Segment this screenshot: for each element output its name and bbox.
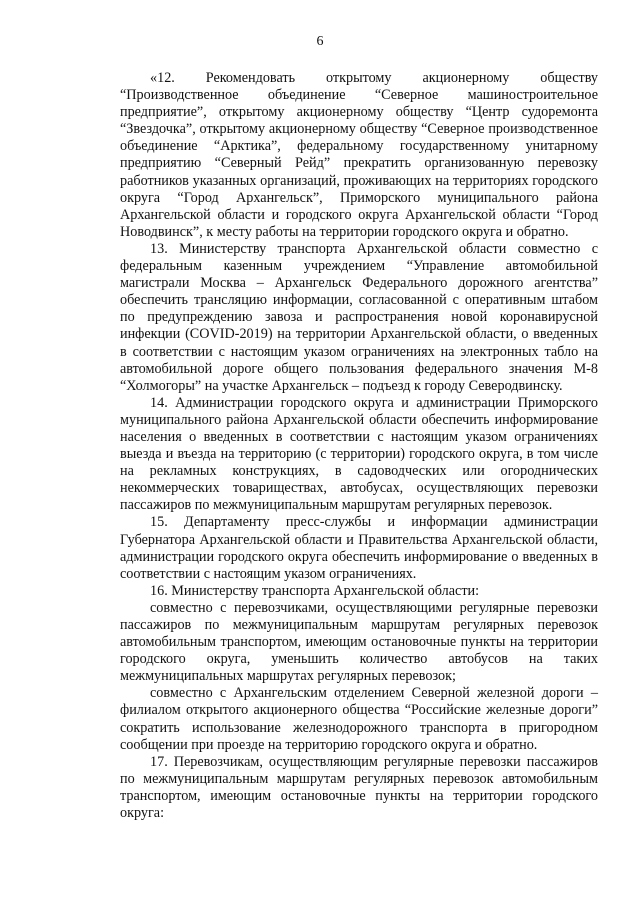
paragraph-item-12: «12. Рекомендовать открытому акционерному обществу “Производственное объединение “Северное машиностроительное предприятие”, открытому акционерному обществу “Центр судоремонта “Звездочка”, открытому акционерному обществу “Северное производственное объединение “Арктика”, федеральному государственному унитарному предприятию “Северный Рейд” прекратить организованную перевозку работников указанных организаций, проживающих на территориях городского округа “Город Архангельск”, Приморского муниципального района Архангельской области и городского округа Архангельской области “Город Новодвинск”, к месту работы на территории городского округа и обратно. [120,70,598,240]
paragraph-item-14: 14. Администрации городского округа и администрации Приморского муниципального района Архангельской области обеспечить информирование населения о введенных в соответствии с настоящим указом ограничениях выезда и въезда на территорию (с территории) городского округа, в том числе на рекламных конструкциях, в садоводческих или огороднических некоммерческих товариществах, автобусах, осуществляющих перевозки пассажиров по межмуниципальным маршрутам регулярных перевозок. [120,394,598,514]
document-body [120,70,598,822]
paragraph-item-15: 15. Департаменту пресс-службы и информации администрации Губернатора Архангельской области и Правительства Архангельской области, администрации городского округа обеспечить информирование о введенных в соответствии с настоящим указом ограничениях. [120,514,598,582]
paragraph-item-13: 13. Министерству транспорта Архангельской области совместно с федеральным казенным учреждением “Управление автомобильной магистрали Москва – Архангельск Федерального дорожного агентства” обеспечить трансляцию информации, согласованной с оперативным штабом по предупреждению завоза и распространения новой коронавирусной инфекции (COVID-2019) на территории Архангельской области, о введенных в соответствии с настоящим указом ограничениях на электронных табло на автомобильной дороге общего пользования федерального значения М-8 “Холмогоры” на участке Архангельск – подъезд к городу Северодвинску. [120,240,598,394]
paragraph-item-16-rail: совместно с Архангельским отделением Северной железной дороги – филиалом открытого акционерного общества “Российские железные дороги” сократить использование железнодорожного транспорта в пригородном сообщении при проезде на территорию городского округа и обратно. [120,685,598,753]
paragraph-item-16: 16. Министерству транспорта Архангельской области: [150,582,480,599]
page-number: 6 [316,34,324,49]
paragraph-item-16-buses: совместно с перевозчиками, осуществляющими регулярные перевозки пассажиров по межмуниципальным маршрутам регулярных перевозок автомобильным транспортом, имеющим остановочные пункты на территории городского округа, уменьшить количество автобусов на таких межмуниципальных маршрутах регулярных перевозок; [120,599,598,685]
paragraph-item-17: 17. Перевозчикам, осуществляющим регулярные перевозки пассажиров по межмуниципальным маршрутам регулярных перевозок автомобильным транспортом, имеющим остановочные пункты на территории городского округа: [120,753,598,822]
